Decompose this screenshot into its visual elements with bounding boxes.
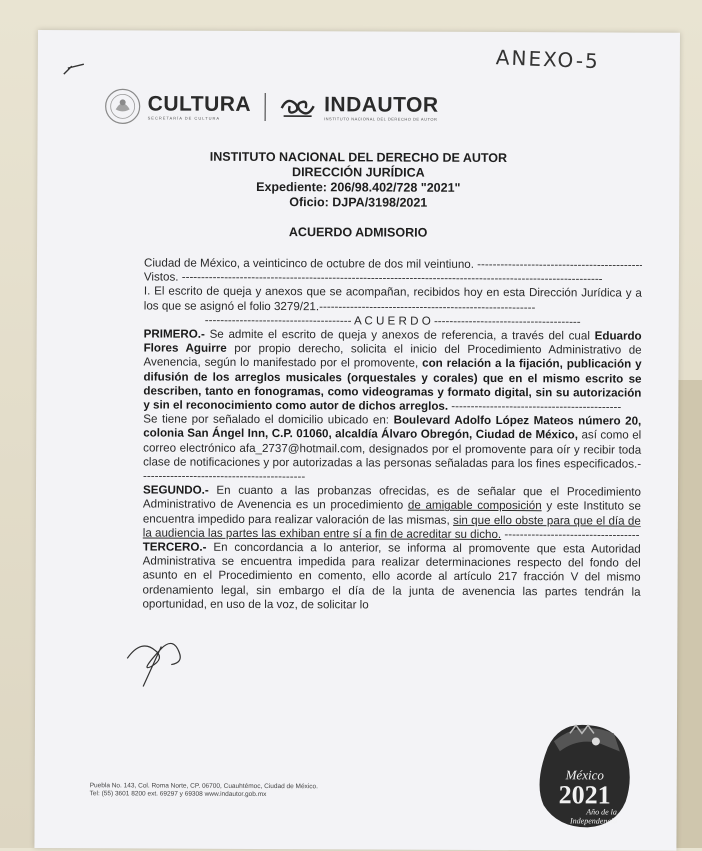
seal-subtitle-1: Año de la: [586, 807, 617, 817]
mexico-2021-seal: [530, 717, 641, 832]
seal-subtitle-2: Independencia: [569, 816, 618, 826]
cultura-subtitle: SECRETARÍA DE CULTURA: [147, 114, 221, 121]
page-footer: [90, 782, 318, 799]
domicilio-paragraph: Se tiene por señalado el domicilio ubicado en: Boulevard Adolfo López Mateos número 20, colonia San Ángel Inn, C.P. 01060, alcaldía Álvaro Obregón, Ciudad de México, así como el correo electrónico afa_2737@hotmail.com, designados por el promovente para oír y recibir toda clase de notificaciones y por autorizadas a las personas señaladas para los fines especificados.-------------------------------------------: [143, 412, 642, 484]
document-page: [34, 30, 680, 851]
logo-bar: [104, 86, 439, 127]
expediente-number: Expediente: 206/98.402/728 "2021": [256, 179, 461, 195]
indautor-logo-icon: [278, 94, 318, 120]
date-line: Ciudad de México, a veinticinco de octubre de dos mil veintiuno. -----: [144, 256, 642, 272]
footer-contact: Tel: (55) 3601 8200 ext. 69297 y 69308 www.indautor.gob.mx: [89, 790, 267, 799]
acuerdo-divider: -------------------------------------- A C U E R D O --------------------------------------: [204, 313, 581, 329]
footer-address: Puebla No. 143, Col. Roma Norte, CP. 06700, Cuauhtémoc, Ciudad de México.: [89, 782, 318, 791]
institution-name: INSTITUTO NACIONAL DEL DERECHO DE AUTOR: [209, 149, 508, 166]
coat-of-arms-icon: [104, 87, 142, 125]
segundo-paragraph: SEGUNDO.- En cuanto a las probanzas ofrecidas, es de señalar que el Procedimiento Administrativo de Avenencia es un procedimiento de amigable composición y este Instituto se encuentra impedido para realizar valoración de las mismas, sin que ello obste para que el día de la audiencia las partes las exhiban entre sí a fin de acreditar su dicho. -----------------------------------: [142, 483, 642, 542]
tercero-paragraph: TERCERO.- En concordancia a lo anterior, se informa al promovente que esta Autoridad Administrativa se encuentra impedida para realizar determinaciones respecto del fondo del asunto en el Procedimiento en comento, ello acorde al artículo 217 fracción V del mismo ordenamiento legal, sin embargo el día de la junta de avenencia las partes tendrán la oportunidad, en uso de la voz, de solicitar lo: [142, 540, 641, 612]
logo-divider: [265, 93, 266, 121]
document-title: ACUERDO ADMISORIO: [288, 225, 428, 240]
seal-year: 2021: [558, 780, 611, 810]
indautor-logo-text: INDAUTOR: [324, 92, 439, 117]
department-name: DIRECCIÓN JURÍDICA: [292, 165, 425, 180]
indautor-subtitle: INSTITUTO NACIONAL DEL DERECHO DE AUTOR: [324, 115, 438, 122]
vistos-line: Vistos. -----: [144, 271, 642, 287]
cultura-logo-text: CULTURA: [147, 91, 252, 116]
document-header: [37, 149, 679, 212]
handwritten-annotation: ANEXO-5: [495, 45, 601, 74]
handwritten-signature: [121, 628, 201, 688]
handwritten-check-mark: [62, 58, 86, 78]
primero-paragraph: PRIMERO.- Se admite el escrito de queja y anexos de referencia, a través del cual Eduardo Flores Aguirre por propio derecho, solicita el inicio del Procedimiento Administrativo de Avenencia, según lo manifestado por el promovente, con relación a la fijación, publicación y difusión de los arreglos musicales (orquestales y corales) que en el mismo escrito se describen, tanto en fonogramas, como videogramas y formato digital, sin su autorización y sin el reconocimiento como autor de dichos arreglos. --------------------------------------------: [143, 327, 642, 414]
document-body: [142, 256, 642, 613]
seal-country: México: [565, 767, 604, 783]
item-1-paragraph: I. El escrito de queja y anexos que se acompañan, recibidos hoy en esta Dirección Jurídica y a los que se asignó el folio 3279/21.--------------------------------------------------------: [143, 284, 642, 314]
oficio-number: Oficio: DJPA/3198/2021: [289, 195, 428, 210]
